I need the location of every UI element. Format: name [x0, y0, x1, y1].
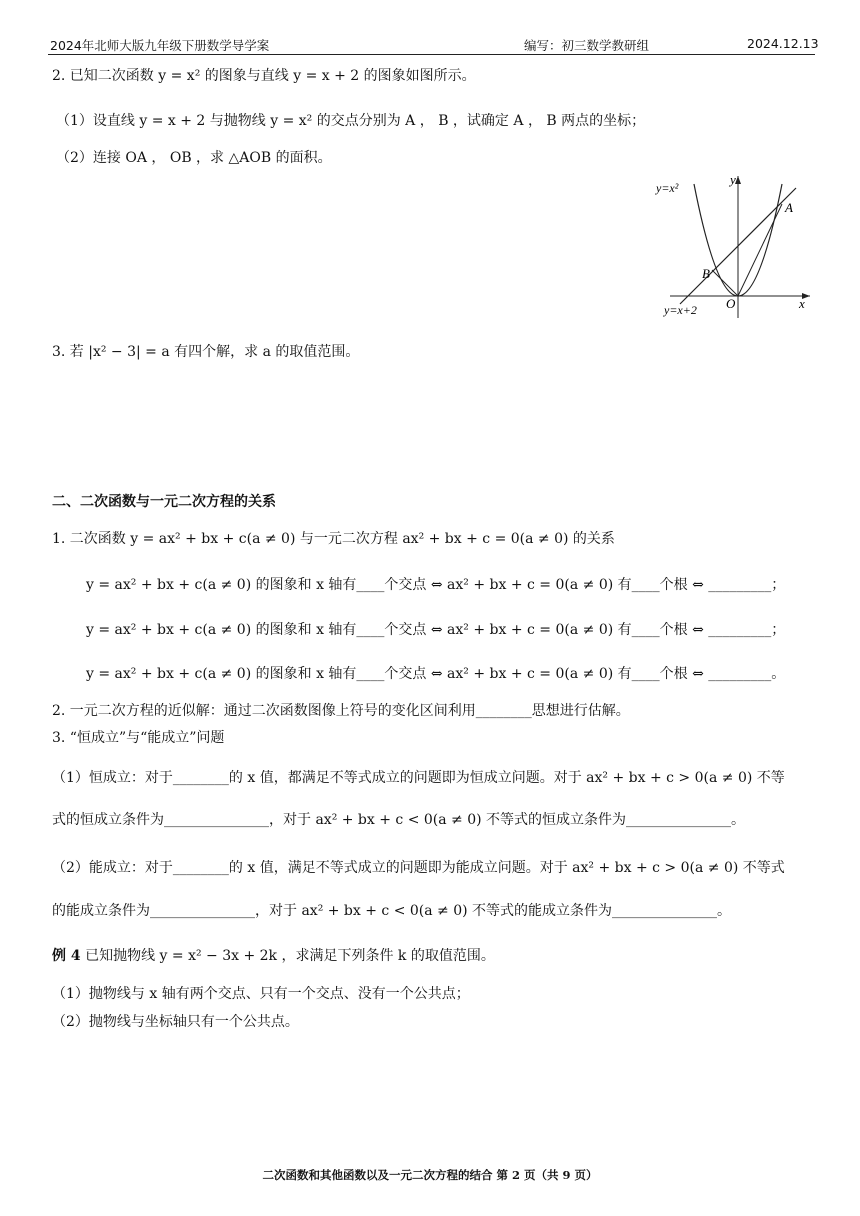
problem3-text: 3. 若 |x² − 3| = a 有四个解，求 a 的取值范围。	[52, 344, 360, 360]
item3-part2-line1: （2）能成立：对于________的 x 值，满足不等式成立的问题即为能成立问题。对于 ax² + bx + c > 0(a ≠ 0) 不等式	[52, 860, 785, 876]
relation-row-1: y = ax² + bx + c(a ≠ 0) 的图象和 x 轴有____个交点 ⇔ ax² + bx + c = 0(a ≠ 0) 有____个根 ⇔ _________；	[86, 577, 786, 593]
header-left: 2024年北师大版九年级下册数学导学案	[50, 38, 270, 53]
curve-label: y=x²	[656, 181, 679, 195]
section2-item2: 2. 一元二次方程的近似解：通过二次函数图像上符号的变化区间利用________思想进行估解。	[52, 703, 630, 719]
page-footer: 二次函数和其他函数以及一元二次方程的结合 第 2 页（共 9 页）	[262, 1168, 598, 1182]
point-b-label: B	[702, 266, 710, 281]
segment-oa	[738, 204, 782, 296]
example4-text: 已知抛物线 y = x² − 3x + 2k ，求满足下列条件 k 的取值范围。	[80, 948, 495, 964]
relation-row-2: y = ax² + bx + c(a ≠ 0) 的图象和 x 轴有____个交点 ⇔ ax² + bx + c = 0(a ≠ 0) 有____个根 ⇔ _________；	[86, 622, 786, 638]
header-date: 2024.12.13	[747, 36, 819, 51]
example4-part1: （1）抛物线与 x 轴有两个交点、只有一个交点、没有一个公共点；	[52, 986, 470, 1002]
y-axis-label: y	[730, 172, 736, 187]
point-a-label: A	[785, 200, 793, 215]
section2-title: 二、二次函数与一元二次方程的关系	[52, 494, 276, 510]
origin-label: O	[726, 296, 736, 311]
header-rule	[48, 54, 815, 55]
problem2-stem: 2. 已知二次函数 y = x² 的图象与直线 y = x + 2 的图象如图所示。	[52, 68, 476, 84]
example4-label: 例 4	[52, 948, 81, 964]
item3-part1-line2: 式的恒成立条件为_______________，对于 ax² + bx + c < 0(a ≠ 0) 不等式的恒成立条件为_______________。	[52, 812, 746, 828]
example4-part2: （2）抛物线与坐标轴只有一个公共点。	[52, 1014, 299, 1030]
section2-item1-title: 1. 二次函数 y = ax² + bx + c(a ≠ 0) 与一元二次方程 ax² + bx + c = 0(a ≠ 0) 的关系	[52, 531, 615, 547]
y-axis-arrow	[735, 176, 741, 184]
segment-ob	[712, 270, 738, 296]
item3-part2-line2: 的能成立条件为_______________，对于 ax² + bx + c < 0(a ≠ 0) 不等式的能成立条件为_______________。	[52, 903, 732, 919]
problem2-part2: （2）连接 OA ， OB ，求 △AOB 的面积。	[56, 150, 332, 166]
parabola-line-figure	[650, 168, 816, 328]
example4	[52, 946, 495, 966]
header-center: 编写：初三数学教研组	[524, 38, 650, 53]
relation-row-3: y = ax² + bx + c(a ≠ 0) 的图象和 x 轴有____个交点 ⇔ ax² + bx + c = 0(a ≠ 0) 有____个根 ⇔ _________。	[86, 666, 786, 682]
section2-item3-title: 3. “恒成立”与“能成立”问题	[52, 730, 225, 746]
item3-part1-line1: （1）恒成立：对于________的 x 值，都满足不等式成立的问题即为恒成立问题。对于 ax² + bx + c > 0(a ≠ 0) 不等	[52, 770, 785, 786]
problem2-part1: （1）设直线 y = x + 2 与抛物线 y = x² 的交点分别为 A ， B ，试确定 A ， B 两点的坐标；	[56, 113, 646, 129]
line-label: y=x+2	[664, 303, 697, 317]
x-axis-label: x	[799, 296, 805, 311]
